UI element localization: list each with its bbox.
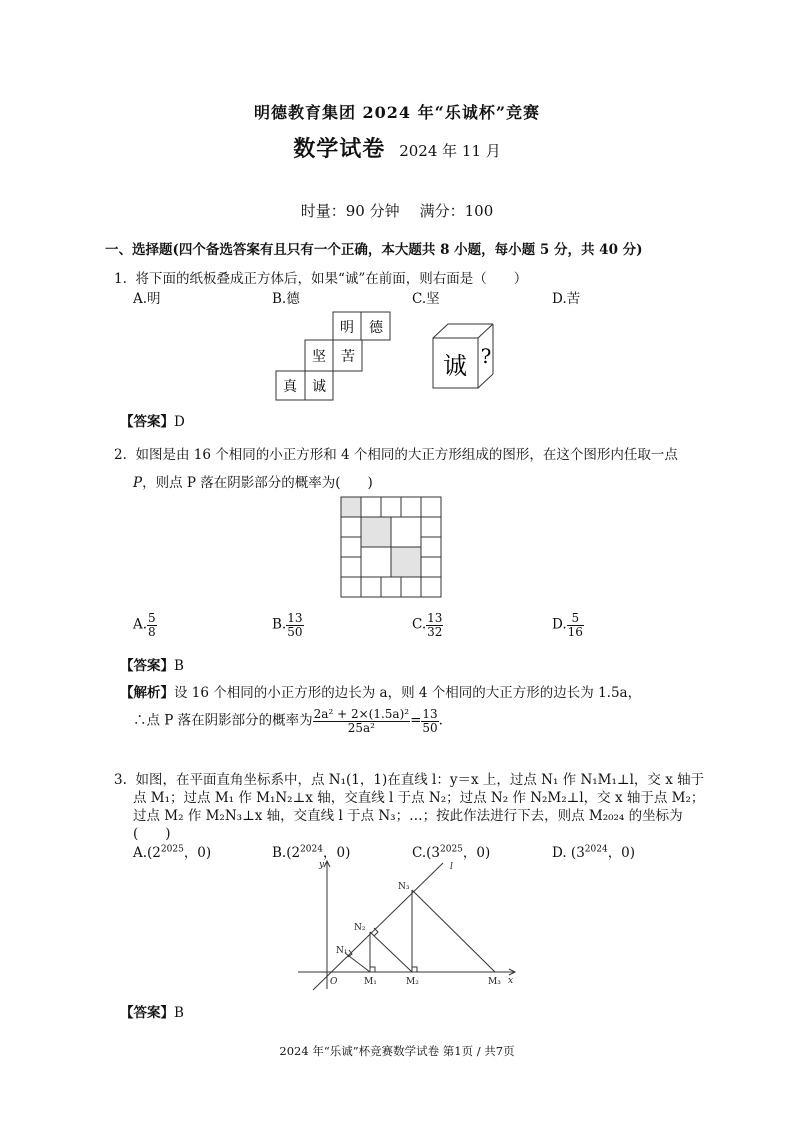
q2-analysis-text1: 设 16 个相同的小正方形的边长为 a，则 4 个相同的大正方形的边长为 1.5a， [174,685,642,701]
label-n3: N₃ [398,882,410,892]
q2-option-c-num: 13 [427,611,443,625]
q2-option-b-label: B. [272,616,287,633]
net-char-zhen: 真 [283,379,297,395]
q2-analysis-res-den: 50 [422,720,438,735]
page-footer: 2024 年“乐诚”杯竞赛数学试卷 第1页 / 共7页 [279,1044,515,1058]
q2-option-a-label: A. [133,616,148,633]
q1-text: 将下面的纸板叠成正方体后，如果“诚”在前面，则右面是（ ） [135,271,528,287]
label-m2: M₂ [406,977,419,987]
q1-option-a: A.明 [133,291,161,307]
q2-option-a-den: 8 [148,624,156,639]
time-limit: 时量：90 分钟 [300,202,400,220]
q3-option-c-post: ，0) [462,845,491,861]
q1-option-d: D.苦 [552,291,581,307]
q3-option-a [133,841,211,861]
label-m3: M₃ [488,977,501,987]
q1-answer [120,410,185,430]
q3-option-b-pre: B.(2 [272,845,301,861]
net-char-ming: 明 [340,320,354,336]
q2-analysis-text2: ∴点 P 落在阴影部分的概率为 [133,712,313,729]
q2-text-line1: 如图是由 16 个相同的小正方形和 4 个相同的大正方形组成的图形，在这个图形内任取一点 [135,447,678,463]
seg-n3m3 [412,890,495,972]
q2-analysis-res-num: 13 [422,707,438,721]
q2-option-b-num: 13 [287,611,303,625]
q3-option-d-exp: 2024 [584,844,608,855]
q2-analysis-label: 【解析】 [120,685,174,701]
shaded-small-square [341,497,361,517]
q2-option-b [272,612,304,638]
q3-answer-value: B [174,1005,184,1021]
q3-text-line4: ( ) [133,826,171,842]
q2-point-p: P [133,475,143,491]
q3-option-b-exp: 2024 [300,844,323,855]
net-char-de: 德 [369,320,383,336]
q3-text-line1: 如图，在平面直角坐标系中，点 N₁(1，1)在直线 l：y＝x 上，过点 N₁ 作 N₁M₁⊥l，交 x 轴于 [135,772,705,788]
shaded-large-square-2 [391,547,421,577]
q1-stem [114,267,527,287]
label-n1: N₁ [336,946,348,956]
q3-option-d [552,841,635,861]
q2-option-c [412,612,443,638]
q3-number: 3. [114,772,127,788]
cube-right-mark: ? [480,344,492,368]
q1-answer-label: 【答案】 [120,414,174,430]
q3-option-c-exp: 2025 [440,844,463,855]
full-score: 满分：100 [419,202,494,220]
q1-option-c: C.坚 [412,291,440,307]
label-y: y [319,860,325,870]
q2-answer-value: B [174,658,184,674]
q3-answer-label: 【答案】 [120,1005,174,1021]
q3-option-d-pre: D. (3 [552,845,585,861]
q3-option-b-post: ，0) [322,845,351,861]
q2-option-d-num: 5 [567,612,584,626]
q3-answer [120,1001,184,1021]
q3-coordinate-figure [290,855,530,995]
seg-n2m2 [370,932,412,972]
q2-option-a [133,612,157,638]
exam-subtitle [0,132,794,163]
q2-option-b-den: 50 [287,624,303,639]
q2-grid-figure [336,492,448,604]
q2-analysis-eq: = [410,712,422,729]
q2-stem-line2 [133,471,373,491]
label-l: l [450,862,453,872]
label-o: O [330,977,338,987]
q2-answer [120,654,184,674]
exam-meta [0,200,794,221]
exam-date: 2024 年 11 月 [399,142,501,160]
subject-title: 数学试卷 [293,136,386,162]
q1-option-b: B.德 [272,291,300,307]
q2-number: 2. [114,447,127,463]
q1-answer-value: D [174,414,185,430]
q3-option-a-exp: 2025 [160,844,184,855]
q2-option-d-den: 16 [567,624,583,639]
q3-option-a-pre: A.(2 [133,845,161,861]
q2-stem-line1 [114,443,678,463]
q2-option-d [552,612,584,638]
q3-text-line2: 点 M₁；过点 M₁ 作 M₁N₂⊥x 轴，交直线 l 于点 N₂；过点 N₂ 作 N₂M₂⊥l，交 x 轴于点 M₂； [133,790,705,806]
right-angle-m1 [370,967,375,972]
q3-option-c-pre: C.(3 [412,845,440,861]
q2-option-a-num: 5 [148,611,156,625]
q2-text-line2: ，则点 P 落在阴影部分的概率为( ) [142,475,373,491]
net-char-ku: 苦 [341,349,355,365]
right-angle-m2 [412,967,417,972]
q3-stem-line1 [114,768,704,788]
q2-option-c-label: C. [412,616,427,633]
label-n2: N₂ [354,923,366,933]
net-char-cheng: 诚 [312,379,326,395]
q2-option-d-label: D. [552,616,567,633]
q2-analysis-line1 [120,681,641,701]
shaded-large-square-1 [361,517,391,547]
q1-number: 1. [114,271,127,287]
q3-option-a-post: ，0) [183,845,212,861]
label-m1: M₁ [364,977,377,987]
q3-text-line3: 过点 M₂ 作 M₂N₃⊥x 轴，交直线 l 于点 N₃；…；按此作法进行下去，则点 M₂₀₂₄ 的坐标为 [133,808,683,824]
q2-analysis-num: 2a² + 2×(1.5a)² [313,707,410,721]
label-x: x [508,976,514,986]
section-heading: 一、选择题(四个备选答案有且只有一个正确，本大题共 8 小题，每小题 5 分，共 40 分) [105,242,643,258]
net-char-jian: 坚 [312,349,326,365]
q2-analysis-den: 25a² [347,720,375,735]
q2-analysis-end: . [438,712,443,729]
line-l [313,863,443,990]
q2-analysis-line2 [133,708,443,734]
right-angle-n2 [374,928,378,936]
cube-front-char: 诚 [443,352,467,380]
q1-cube-net-figure [270,308,530,404]
q2-option-c-den: 32 [427,624,443,639]
q3-option-d-post: ，0) [607,845,636,861]
q2-answer-label: 【答案】 [120,658,174,674]
exam-title: 明德教育集团 2024 年“乐诚杯”竞赛 [253,103,541,122]
